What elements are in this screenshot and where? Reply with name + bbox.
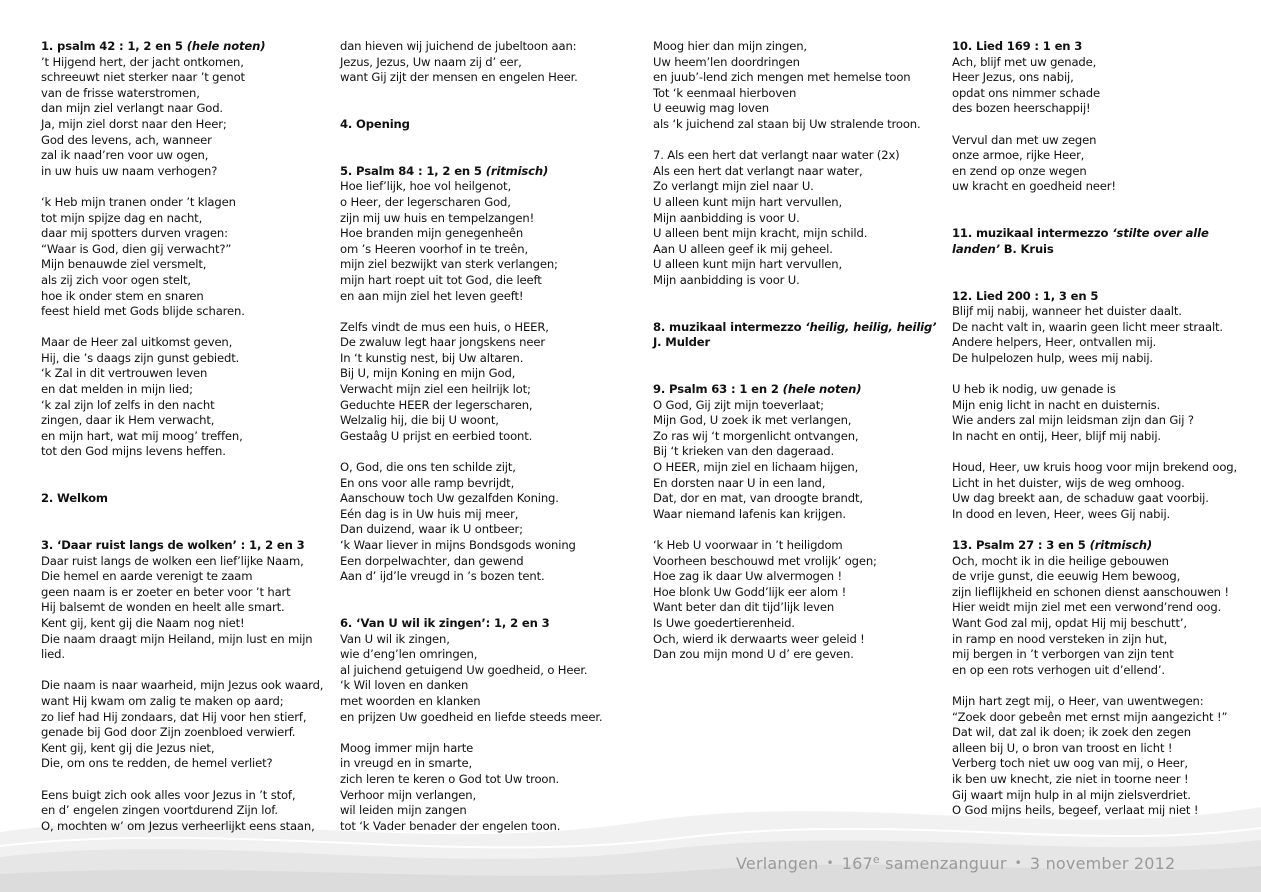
verse-line: In dood en leven, Heer, wees Gij nabij. bbox=[952, 506, 1171, 521]
verse-line: Vervul dan met uw zegen bbox=[952, 132, 1097, 147]
section-heading bbox=[952, 226, 1237, 242]
verse-line: zal ik naad’ren voor uw ogen, bbox=[41, 148, 209, 163]
verse-line: O HEER, mijn ziel en lichaam hijgen, bbox=[653, 460, 859, 475]
verse-line: O, mochten w’ om Jezus verheerlijkt eens staan, bbox=[41, 818, 315, 833]
verse-line: “Waar is God, dien gij verwacht?” bbox=[41, 241, 232, 256]
verse-line: O, God, die ons ten schilde zijt, bbox=[340, 460, 516, 475]
verse-line: en mijn hart, wat mij moog’ treffen, bbox=[41, 428, 243, 443]
section-heading bbox=[41, 491, 323, 507]
verse-line: Blijf mij nabij, wanneer het duister daalt. bbox=[952, 304, 1182, 319]
column-3 bbox=[653, 39, 936, 663]
blank-line bbox=[952, 366, 1237, 382]
heading-emphasis: (hele noten) bbox=[782, 382, 862, 397]
verse-line: Verwacht mijn ziel een heilrijk lot; bbox=[340, 382, 531, 397]
heading-text: 12. Lied 200 : 1, 3 en 5 bbox=[952, 288, 1099, 303]
heading-text: 1. psalm 42 : 1, 2 en 5 bbox=[41, 39, 187, 53]
verse-line: in uw huis uw naam verhogen? bbox=[41, 163, 218, 178]
verse-line: Ach, blijf met uw genade, bbox=[952, 54, 1097, 69]
section-heading bbox=[340, 616, 602, 632]
verse-line: Die, om ons te redden, de hemel verliet? bbox=[41, 756, 273, 771]
verse-line: feest hield met Gods blijde scharen. bbox=[41, 304, 245, 319]
blank-line bbox=[340, 585, 602, 601]
blank-line bbox=[41, 460, 323, 476]
column-4 bbox=[952, 39, 1237, 819]
footer-separator: • bbox=[826, 856, 834, 870]
verse-line: Hij, die ’s daags zijn gunst gebiedt. bbox=[41, 350, 240, 365]
section-heading bbox=[952, 39, 1237, 55]
verse-line: Want beter dan dit tijd’lijk leven bbox=[653, 600, 835, 615]
column-1 bbox=[41, 39, 323, 834]
heading-text: 9. Psalm 63 : 1 en 2 bbox=[653, 382, 783, 397]
verse-line: want Hij kwam om zalig te maken op aard; bbox=[41, 693, 284, 708]
verse-line: hoe ik onder stem en snaren bbox=[41, 288, 204, 303]
blank-line bbox=[952, 273, 1237, 289]
verse-line: want Gij zijt der mensen en engelen Heer. bbox=[340, 70, 578, 85]
verse-line: Aanschouw toch Uw gezalfden Koning. bbox=[340, 491, 559, 506]
verse-line: Jezus, Jezus, Uw naam zij d’ eer, bbox=[340, 54, 522, 69]
verse-line: wie d’eng’len omringen, bbox=[340, 647, 478, 662]
verse-line: O God mijns heils, begeef, verlaat mij niet ! bbox=[952, 803, 1199, 818]
footer-title: Verlangen bbox=[736, 854, 819, 873]
blank-line bbox=[952, 117, 1237, 133]
heading-emphasis: landen’ bbox=[952, 241, 1000, 256]
verse-line: Daar ruist langs de wolken een lief’lijke Naam, bbox=[41, 553, 304, 568]
verse-line: Maar de Heer zal uitkomst geven, bbox=[41, 335, 233, 350]
verse-line: lied. bbox=[41, 647, 65, 662]
blank-line bbox=[41, 179, 323, 195]
blank-line bbox=[653, 366, 936, 382]
verse-line: 7. Als een hert dat verlangt naar water (2x) bbox=[653, 148, 900, 163]
blank-line bbox=[41, 772, 323, 788]
verse-line: Dan duizend, waar ik U ontbeer; bbox=[340, 522, 523, 537]
blank-line bbox=[653, 133, 936, 149]
verse-line: Dat wil, dat zal ik doen; ik zoek den zegen bbox=[952, 725, 1191, 740]
verse-line: Mijn hart zegt mij, o Heer, van uwentwegen: bbox=[952, 693, 1204, 708]
verse-line: en op een rots verhogen uit d’ellend’. bbox=[952, 662, 1165, 677]
verse-line: Hier weidt mijn ziel met een verwond’rend oog. bbox=[952, 600, 1222, 615]
verse-line: Eens buigt zich ook alles voor Jezus in ’t stof, bbox=[41, 787, 296, 802]
blank-line bbox=[41, 476, 323, 492]
verse-line: U alleen kunt mijn hart vervullen, bbox=[653, 257, 842, 272]
verse-line: Hoe branden mijn genegenheên bbox=[340, 226, 524, 241]
blank-line bbox=[952, 522, 1237, 538]
verse-line: van de frisse waterstromen, bbox=[41, 85, 200, 100]
verse-line: U alleen bent mijn kracht, mijn schild. bbox=[653, 226, 868, 241]
footer-number: 167 bbox=[841, 854, 873, 873]
verse-line: Heer Jezus, ons nabij, bbox=[952, 70, 1074, 85]
verse-line: daar mij spotters durven vragen: bbox=[41, 226, 228, 241]
section-heading bbox=[952, 242, 1237, 258]
verse-line: Bij ‘t krieken van den dageraad. bbox=[653, 444, 834, 459]
verse-line: Gij waart mijn hulp in al mijn zielsverdriet. bbox=[952, 787, 1191, 802]
footer bbox=[736, 853, 1175, 873]
verse-line: Verberg toch niet uw oog van mij, o Heer, bbox=[952, 756, 1188, 771]
verse-line: Bij U, mijn Koning en mijn God, bbox=[340, 366, 516, 381]
verse-line: Moog hier dan mijn zingen, bbox=[653, 39, 807, 53]
verse-line: Van U wil ik zingen, bbox=[340, 631, 450, 646]
verse-line: Aan d’ ijd’le vreugd in ’s bozen tent. bbox=[340, 569, 545, 584]
verse-line: opdat ons nimmer schade bbox=[952, 85, 1100, 100]
blank-line bbox=[41, 663, 323, 679]
verse-line: al juichend getuigend Uw goedheid, o Heer. bbox=[340, 662, 588, 677]
verse-line: Mijn aanbidding is voor U. bbox=[653, 210, 800, 225]
verse-line: zijn lieflijkheid en schonen dienst aanschouwen ! bbox=[952, 584, 1229, 599]
verse-line: tot ‘k Vader benader der engelen toon. bbox=[340, 818, 561, 833]
verse-line: tot mijn spijze dag en nacht, bbox=[41, 210, 203, 225]
verse-line: U eeuwig mag loven bbox=[653, 101, 769, 116]
verse-line: Dan zou mijn mond U d’ ere geven. bbox=[653, 647, 854, 662]
verse-line: Hoe blonk Uw Godd’lijk eer alom ! bbox=[653, 584, 847, 599]
verse-line: Kent gij, kent gij die Jezus niet, bbox=[41, 740, 215, 755]
verse-line: zijn mij uw huis en tempelzangen! bbox=[340, 210, 535, 225]
section-heading bbox=[340, 117, 602, 133]
verse-line: mijn ziel bezwijkt van sterk verlangen; bbox=[340, 257, 558, 272]
verse-line: zingen, daar ik Hem verwacht, bbox=[41, 413, 215, 428]
heading-text: 13. Psalm 27 : 3 en 5 bbox=[952, 538, 1090, 552]
heading-text: 2. Welkom bbox=[41, 491, 108, 506]
verse-line: De nacht valt in, waarin geen licht meer straalt. bbox=[952, 319, 1223, 334]
verse-line: God des levens, ach, wanneer bbox=[41, 132, 212, 147]
verse-line: Verhoor mijn verlangen, bbox=[340, 787, 476, 802]
verse-line: ‘k Waar liever in mijns Bondsgods woning bbox=[340, 538, 576, 552]
verse-line: mijn hart roept uit tot God, die leeft bbox=[340, 272, 542, 287]
column-2 bbox=[340, 39, 602, 834]
verse-line: o Heer, der legerscharen God, bbox=[340, 194, 511, 209]
verse-line: Welzalig hij, die bij U woont, bbox=[340, 413, 499, 428]
verse-line: Is Uwe goedertierenheid. bbox=[653, 615, 795, 630]
blank-line bbox=[340, 133, 602, 149]
verse-line: de vrije gunst, die eeuwig Hem bewoog, bbox=[952, 569, 1181, 584]
verse-line: Uw heem’len doordringen bbox=[653, 54, 800, 69]
verse-line: uw kracht en goedheid neer! bbox=[952, 179, 1116, 194]
verse-line: Andere helpers, Heer, ontvallen mij. bbox=[952, 335, 1157, 350]
verse-line: Die naam draagt mijn Heiland, mijn lust en mijn bbox=[41, 631, 313, 646]
verse-line: om ’s Heeren voorhof in te treên, bbox=[340, 241, 528, 256]
verse-line: O God, Gij zijt mijn toeverlaat; bbox=[653, 397, 824, 412]
verse-line: wil leiden mijn zangen bbox=[340, 803, 467, 818]
verse-line: dan hieven wij juichend de jubeltoon aan: bbox=[340, 39, 577, 53]
heading-emphasis: (ritmisch) bbox=[485, 163, 549, 178]
verse-line: en aan mijn ziel het leven geeft! bbox=[340, 288, 524, 303]
blank-line bbox=[952, 195, 1237, 211]
blank-line bbox=[340, 444, 602, 460]
verse-line: Wie anders zal mijn leidsman zijn dan Gij ? bbox=[952, 413, 1194, 428]
heading-text: B. Kruis bbox=[999, 241, 1054, 256]
blank-line bbox=[41, 320, 323, 336]
verse-line: als zij zich voor ogen stelt, bbox=[41, 272, 191, 287]
section-heading bbox=[340, 164, 602, 180]
verse-line: Moog immer mijn harte bbox=[340, 740, 474, 755]
verse-line: mij bergen in ’t verborgen van zijn tent bbox=[952, 647, 1174, 662]
blank-line bbox=[952, 211, 1237, 227]
verse-line: Uw dag breekt aan, de schaduw gaat voorbij. bbox=[952, 491, 1209, 506]
verse-line: Hoe lief’lijk, hoe vol heilgenot, bbox=[340, 179, 511, 194]
verse-line: onze armoe, rijke Heer, bbox=[952, 148, 1085, 163]
heading-emphasis: ‘stilte over alle bbox=[1112, 226, 1209, 241]
verse-line: in ramp en nood versteken in zijn hut, bbox=[952, 631, 1168, 646]
verse-line: Och, mocht ik in die heilige gebouwen bbox=[952, 553, 1169, 568]
section-heading bbox=[41, 39, 323, 55]
verse-line: ‘k zal zijn lof zelfs in den nacht bbox=[41, 397, 215, 412]
verse-line: Hoe zag ik daar Uw alvermogen ! bbox=[653, 569, 842, 584]
blank-line bbox=[41, 507, 323, 523]
verse-line: Licht in het duister, wijs de weg omhoog. bbox=[952, 475, 1185, 490]
verse-line: als ‘k juichend zal staan bij Uw stralende troon. bbox=[653, 116, 921, 131]
heading-text: 4. Opening bbox=[340, 116, 410, 131]
verse-line: Kent gij, kent gij die Naam nog niet! bbox=[41, 615, 245, 630]
blank-line bbox=[952, 444, 1237, 460]
heading-text: 3. ‘Daar ruist langs de wolken’ : 1, 2 en 3 bbox=[41, 538, 305, 552]
blank-line bbox=[653, 289, 936, 305]
verse-line: Geduchte HEER der legerscharen, bbox=[340, 397, 533, 412]
verse-line: Tot ‘k eenmaal hierboven bbox=[653, 85, 797, 100]
verse-line: ’t Hijgend hert, der jacht ontkomen, bbox=[41, 54, 244, 69]
verse-line: Zo ras wij ‘t morgenlicht ontvangen, bbox=[653, 428, 859, 443]
heading-emphasis: (ritmisch) bbox=[1089, 538, 1153, 552]
verse-line: en prijzen Uw goedheid en liefde steeds meer. bbox=[340, 709, 603, 724]
blank-line bbox=[952, 257, 1237, 273]
verse-line: zich leren te keren o God tot Uw troon. bbox=[340, 771, 560, 786]
verse-line: Mijn enig licht in nacht en duisternis. bbox=[952, 397, 1161, 412]
verse-line: Hij balsemt de wonden en heelt alle smart. bbox=[41, 600, 285, 615]
verse-line: Mijn aanbidding is voor U. bbox=[653, 272, 800, 287]
verse-line: en dat melden in mijn lied; bbox=[41, 382, 193, 397]
blank-line bbox=[340, 304, 602, 320]
verse-line: geen naam is er zoeter en beter voor ’t hart bbox=[41, 584, 291, 599]
verse-line: Gestaâg U prijst en eerbied toont. bbox=[340, 428, 533, 443]
blank-line bbox=[653, 304, 936, 320]
blank-line bbox=[340, 86, 602, 102]
verse-line: en juub’-lend zich mengen met hemelse toon bbox=[653, 70, 911, 85]
verse-line: Zo verlangt mijn ziel naar U. bbox=[653, 179, 814, 194]
blank-line bbox=[653, 351, 936, 367]
verse-line: Zelfs vindt de mus een huis, o HEER, bbox=[340, 319, 549, 334]
verse-line: Een dorpelwachter, dan gewend bbox=[340, 553, 524, 568]
verse-line: “Zoek door gebeên met ernst mijn aangezicht !” bbox=[952, 709, 1228, 724]
verse-line: Aan U alleen geef ik mij geheel. bbox=[653, 241, 833, 256]
verse-line: met woorden en klanken bbox=[340, 693, 481, 708]
blank-line bbox=[340, 148, 602, 164]
verse-line: Eén dag is in Uw huis mij meer, bbox=[340, 506, 519, 521]
verse-line: Als een hert dat verlangt naar water, bbox=[653, 163, 863, 178]
verse-line: schreeuwt niet sterker naar ’t genot bbox=[41, 70, 245, 85]
blank-line bbox=[340, 101, 602, 117]
footer-event: samenzanguur bbox=[885, 854, 1007, 873]
verse-line: Och, wierd ik derwaarts weer geleid ! bbox=[653, 631, 865, 646]
verse-line: Want God zal mij, opdat Hij mij beschutt’, bbox=[952, 615, 1187, 630]
verse-line: En ons voor alle ramp bevrijdt, bbox=[340, 475, 515, 490]
verse-line: en d’ engelen zingen voortdurend Zijn lof. bbox=[41, 803, 278, 818]
section-heading bbox=[952, 538, 1237, 554]
verse-line: zo lief had Hij zondaars, dat Hij voor hen stierf, bbox=[41, 709, 307, 724]
heading-text: 8. muzikaal intermezzo bbox=[653, 319, 806, 334]
verse-line: ‘k Zal in dit vertrouwen leven bbox=[41, 366, 208, 381]
verse-line: De hulpelozen hulp, wees mij nabij. bbox=[952, 350, 1153, 365]
section-heading bbox=[41, 538, 323, 554]
verse-line: Waar niemand lafenis kan krijgen. bbox=[653, 506, 846, 521]
section-heading bbox=[653, 382, 936, 398]
heading-text: 6. ‘Van U wil ik zingen’: 1, 2 en 3 bbox=[340, 615, 550, 630]
section-heading bbox=[952, 289, 1237, 305]
verse-line: dan mijn ziel verlangt naar God. bbox=[41, 101, 223, 116]
verse-line: Die hemel en aarde verenigt te zaam bbox=[41, 569, 253, 584]
blank-line bbox=[653, 522, 936, 538]
footer-superscript: e bbox=[872, 853, 880, 866]
verse-line: Mijn God, U zoek ik met verlangen, bbox=[653, 413, 852, 428]
footer-separator: • bbox=[1014, 856, 1022, 870]
verse-line: In nacht en ontij, Heer, blijf mij nabij. bbox=[952, 428, 1161, 443]
verse-line: U heb ik nodig, uw genade is bbox=[952, 382, 1116, 397]
verse-line: ‘k Heb mijn tranen onder ’t klagen bbox=[41, 194, 236, 209]
verse-line: In ‘t kunstig nest, bij Uw altaren. bbox=[340, 350, 524, 365]
verse-line: des bozen heerschappij! bbox=[952, 101, 1091, 116]
verse-line: Dat, dor en mat, van droogte brandt, bbox=[653, 491, 863, 506]
heading-text: 10. Lied 169 : 1 en 3 bbox=[952, 39, 1083, 53]
verse-line: ‘k Heb U voorwaar in ’t heiligdom bbox=[653, 538, 843, 552]
verse-line: Ja, mijn ziel dorst naar den Heer; bbox=[41, 116, 227, 131]
blank-line bbox=[340, 725, 602, 741]
verse-line: in vreugd en in smarte, bbox=[340, 756, 473, 771]
verse-line: genade bij God door Zijn zoenbloed verwierf. bbox=[41, 725, 296, 740]
verse-line: U alleen kunt mijn hart vervullen, bbox=[653, 194, 842, 209]
verse-line: Voorheen beschouwd met vrolijk’ ogen; bbox=[653, 553, 877, 568]
verse-line: en zend op onze wegen bbox=[952, 163, 1087, 178]
blank-line bbox=[41, 522, 323, 538]
heading-emphasis: (hele noten) bbox=[186, 39, 266, 53]
verse-line: Die naam is naar waarheid, mijn Jezus ook waard, bbox=[41, 678, 324, 693]
heading-emphasis: ‘heilig, heilig, heilig’ bbox=[805, 319, 937, 334]
blank-line bbox=[952, 678, 1237, 694]
verse-line: alleen bij U, o bron van troost en licht ! bbox=[952, 740, 1173, 755]
heading-text: 5. Psalm 84 : 1, 2 en 5 bbox=[340, 163, 486, 178]
verse-line: Mijn benauwde ziel versmelt, bbox=[41, 257, 207, 272]
heading-text: J. Mulder bbox=[653, 335, 711, 350]
verse-line: ‘k Wil loven en danken bbox=[340, 678, 469, 693]
section-heading bbox=[653, 320, 936, 336]
verse-line: En dorsten naar U in een land, bbox=[653, 475, 826, 490]
section-heading bbox=[653, 335, 936, 351]
verse-line: ik ben uw knecht, zie niet in toorne neer ! bbox=[952, 771, 1189, 786]
verse-line: Houd, Heer, uw kruis hoog voor mijn brekend oog, bbox=[952, 460, 1238, 475]
footer-date: 3 november 2012 bbox=[1029, 854, 1176, 873]
blank-line bbox=[340, 600, 602, 616]
heading-text: 11. muzikaal intermezzo bbox=[952, 226, 1113, 241]
verse-line: De zwaluw legt haar jongskens neer bbox=[340, 335, 545, 350]
verse-line: tot den God mijns levens heffen. bbox=[41, 444, 226, 459]
